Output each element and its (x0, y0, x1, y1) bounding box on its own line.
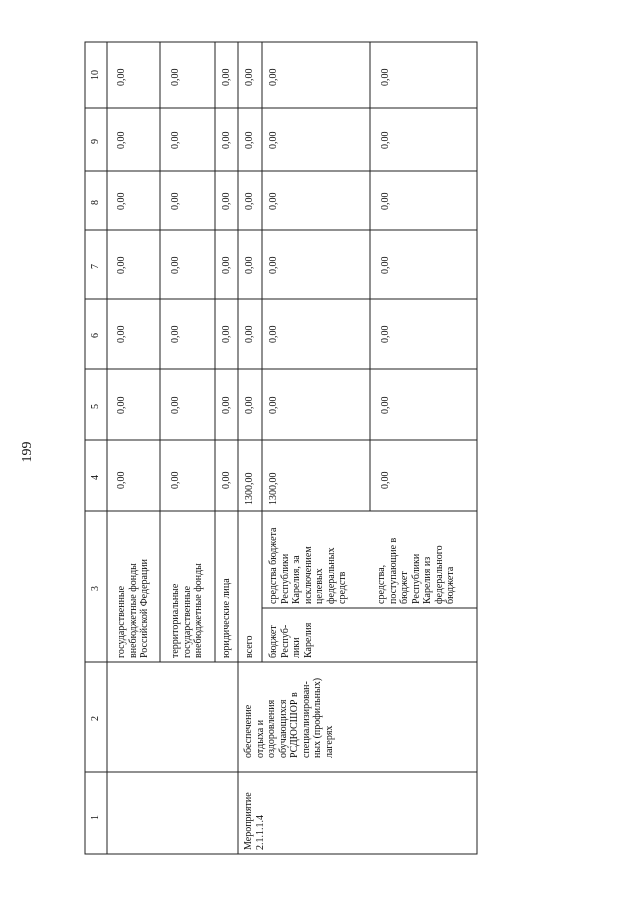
sub1-col5: 0,00 (268, 396, 279, 414)
row1-col9: 0,00 (116, 131, 127, 149)
sub1-col8: 0,00 (268, 192, 279, 210)
sub1-col10: 0,00 (268, 68, 279, 86)
col-header-4: 4 (90, 475, 101, 480)
row3-col7: 0,00 (221, 256, 232, 274)
row1-col8: 0,00 (116, 192, 127, 210)
row3-col6: 0,00 (221, 325, 232, 343)
sub2-label: средства, поступающие в бюджет Республики Карелия из федерального бюджета (376, 537, 456, 604)
col-header-7: 7 (90, 264, 101, 269)
measure-id: Мероприятие 2.1.1.1.4 (243, 792, 266, 850)
total-label: всего (244, 635, 255, 658)
col-header-3: 3 (90, 586, 101, 591)
row2-col5: 0,00 (170, 396, 181, 414)
col-header-1: 1 (90, 815, 101, 820)
sub1-col7: 0,00 (268, 256, 279, 274)
sub2-col5: 0,00 (380, 396, 391, 414)
row3-col9: 0,00 (221, 131, 232, 149)
row3-col8: 0,00 (221, 192, 232, 210)
col-header-9: 9 (90, 139, 101, 144)
sub1-col4: 1300,00 (268, 472, 279, 505)
row3-col10: 0,00 (221, 68, 232, 86)
col-header-2: 2 (90, 716, 101, 721)
row2-source: территориальные государственные внебюджетные фонды (170, 563, 204, 658)
sub2-col4: 0,00 (380, 471, 391, 489)
col-header-10: 10 (90, 70, 101, 80)
row1-col6: 0,00 (116, 325, 127, 343)
sub1-label: средства бюджета Республики Карелия, за исключением целевых федеральных средств (268, 527, 348, 604)
total-col7: 0,00 (244, 256, 255, 274)
measure-description: обеспечение отдыха и оздоровления обучающихся РСДЮСШОР в специализирован- ных (профильных) лагерях (243, 677, 335, 758)
sub2-col8: 0,00 (380, 192, 391, 210)
col-header-8: 8 (90, 200, 101, 205)
total-col4: 1300,00 (244, 472, 255, 505)
total-col9: 0,00 (244, 131, 255, 149)
sub1-col9: 0,00 (268, 131, 279, 149)
total-col8: 0,00 (244, 192, 255, 210)
row3-col5: 0,00 (221, 396, 232, 414)
row2-col7: 0,00 (170, 256, 181, 274)
row1-source: государственные внебюджетные фонды Российской Федерации (116, 558, 150, 658)
col-header-6: 6 (90, 333, 101, 338)
row1-col7: 0,00 (116, 256, 127, 274)
row2-col10: 0,00 (170, 68, 181, 86)
total-col10: 0,00 (244, 68, 255, 86)
row2-col4: 0,00 (170, 471, 181, 489)
sub2-col10: 0,00 (380, 68, 391, 86)
sub2-col7: 0,00 (380, 256, 391, 274)
page-number: 199 (20, 441, 35, 463)
sub2-col9: 0,00 (380, 131, 391, 149)
row1-col4: 0,00 (116, 471, 127, 489)
total-col6: 0,00 (244, 325, 255, 343)
row1-col10: 0,00 (116, 68, 127, 86)
row3-source: юридические лица (221, 578, 232, 658)
sub2-col6: 0,00 (380, 325, 391, 343)
col-header-5: 5 (90, 404, 101, 409)
row2-col6: 0,00 (170, 325, 181, 343)
row1-col5: 0,00 (116, 396, 127, 414)
total-col5: 0,00 (244, 396, 255, 414)
row2-col8: 0,00 (170, 192, 181, 210)
row2-col9: 0,00 (170, 131, 181, 149)
row3-col4: 0,00 (221, 471, 232, 489)
budget-label: бюджет Респуб- лики Карелия (268, 622, 314, 658)
sub1-col6: 0,00 (268, 325, 279, 343)
